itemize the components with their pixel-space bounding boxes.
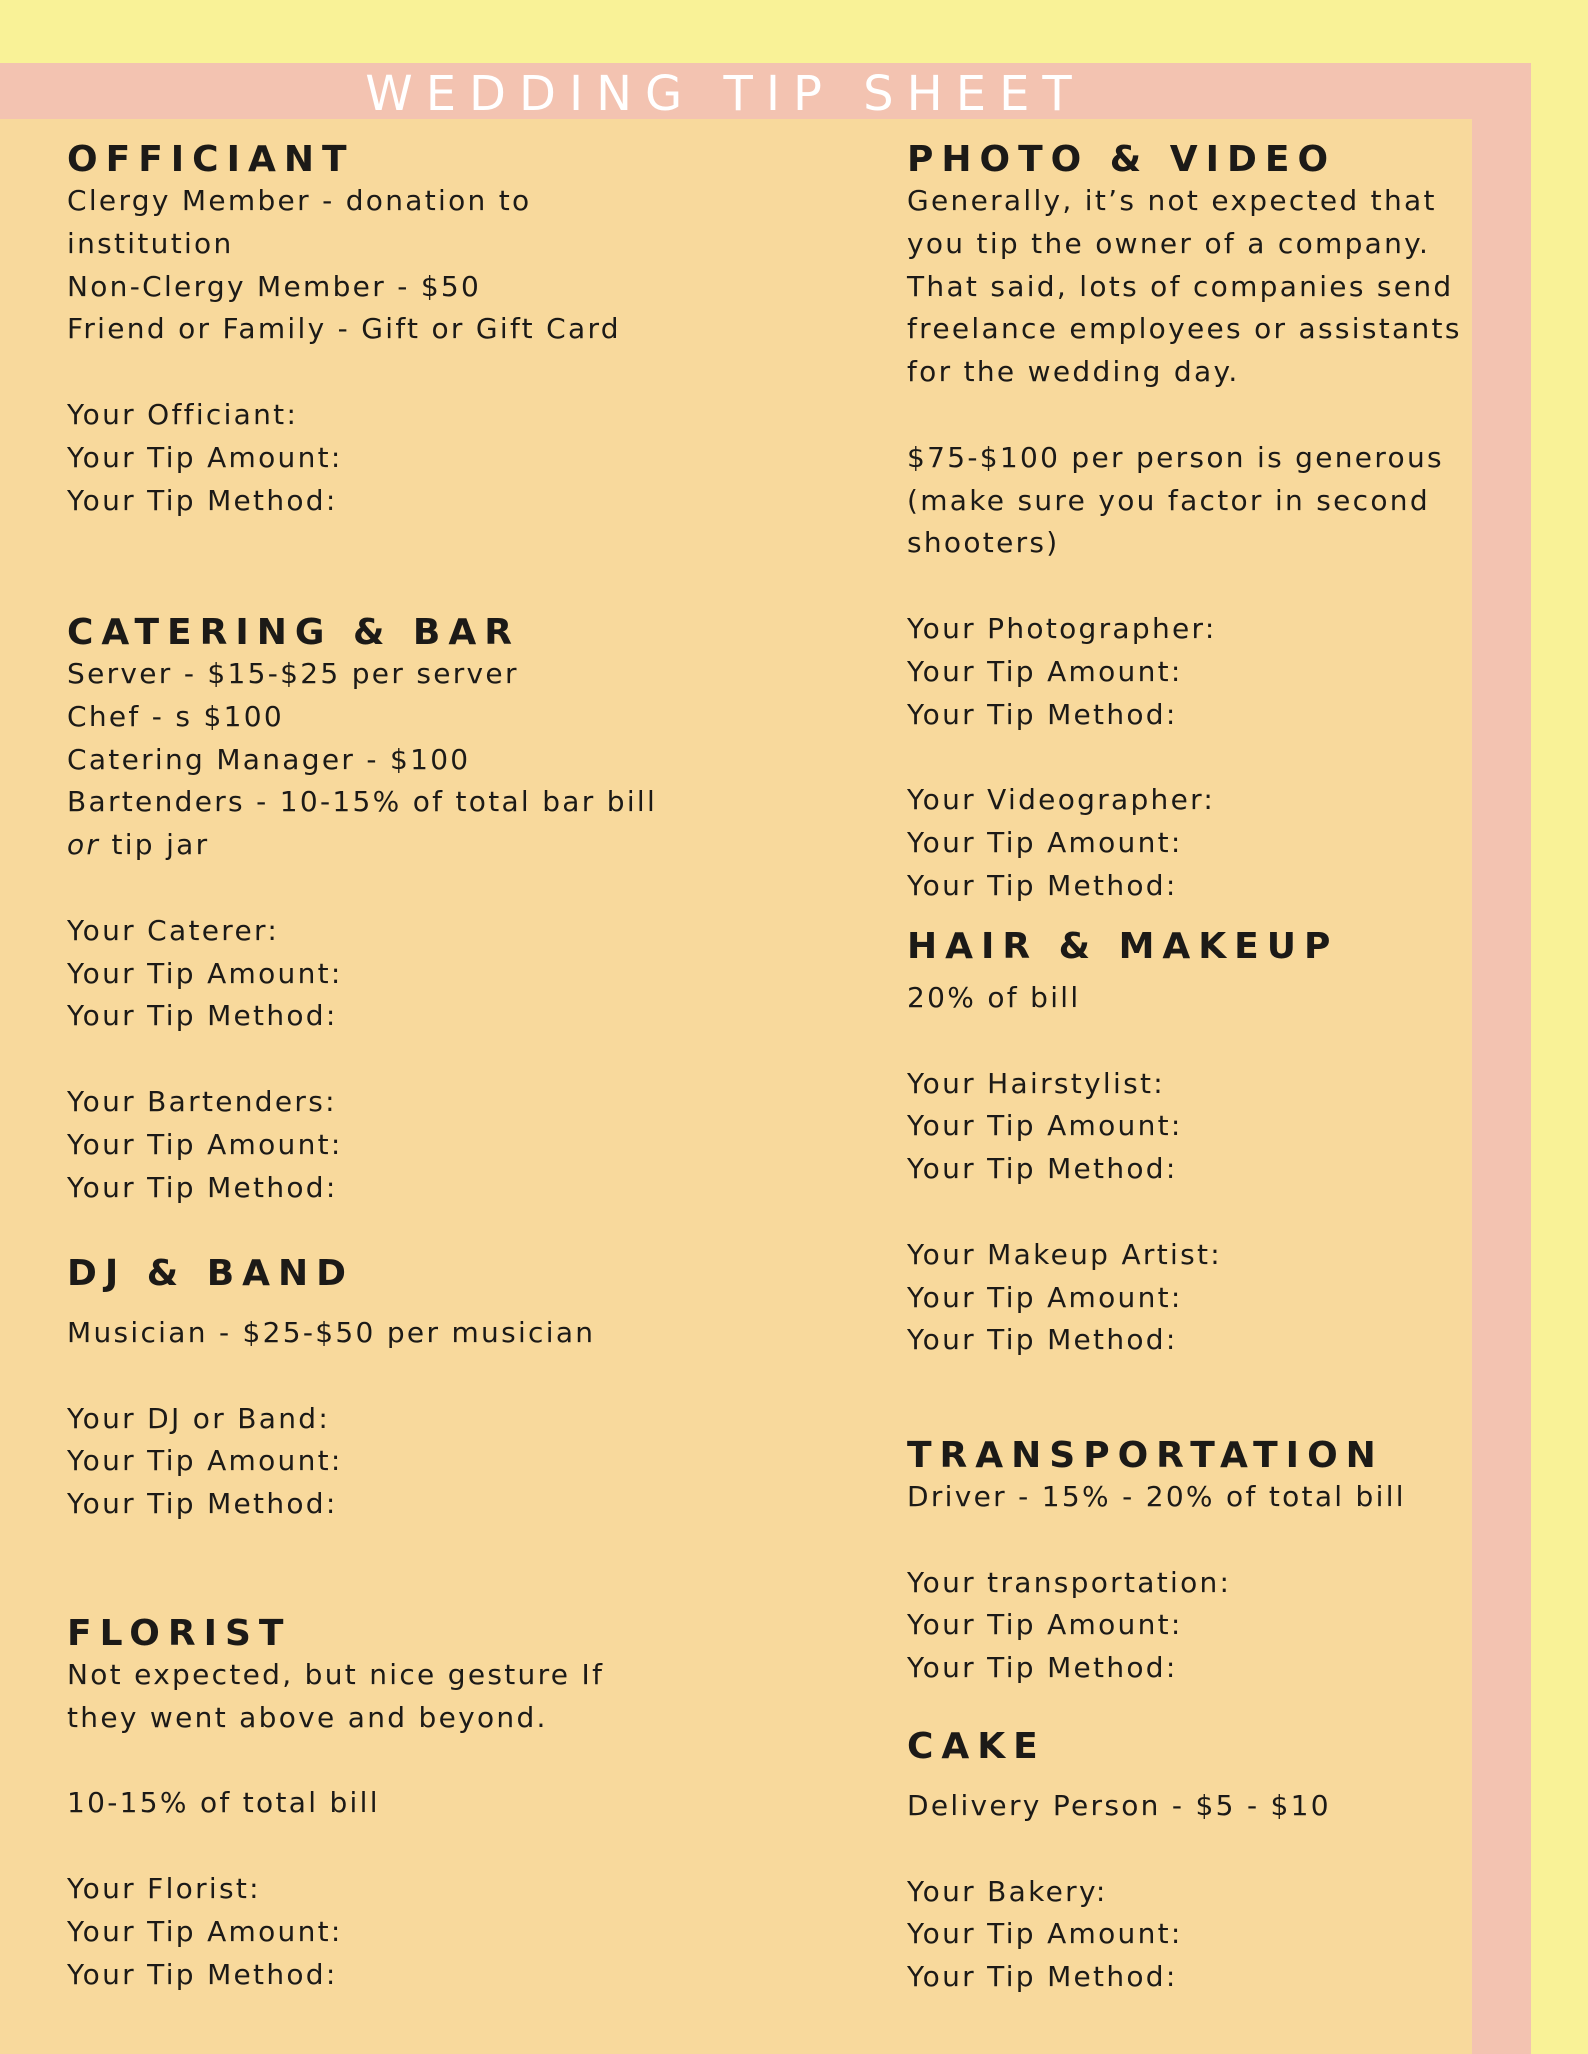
officiant-line: institution	[67, 226, 234, 260]
hairstylist-name-field: Your Hairstylist:	[907, 1066, 1165, 1100]
officiant-line: Non-Clergy Member - $50	[67, 269, 482, 303]
catering-line: Bartenders - 10-15% of total bar bill	[67, 785, 658, 819]
bakery-tip-method-field: Your Tip Method:	[907, 1960, 1178, 1994]
videographer-tip-amount-field: Your Tip Amount:	[907, 825, 1183, 859]
florist-name-field: Your Florist:	[67, 1871, 261, 1905]
officiant-line: Clergy Member - donation to	[67, 184, 532, 217]
cake-heading: CAKE	[907, 1726, 1046, 1767]
or-word: or	[67, 828, 101, 862]
photo-line: That said, lots of companies send	[907, 269, 1454, 303]
photographer-tip-method-field: Your Tip Method:	[907, 697, 1178, 731]
dj-tip-amount-field: Your Tip Amount:	[67, 1444, 343, 1478]
photo-rate-line: $75-$100 per person is generous	[907, 440, 1444, 474]
florist-heading: FLORIST	[67, 1613, 292, 1654]
dj-section	[67, 1254, 595, 1526]
officiant-tip-method-field: Your Tip Method:	[67, 483, 338, 517]
officiant-section	[67, 140, 621, 522]
makeup-tip-amount-field: Your Tip Amount:	[907, 1280, 1183, 1314]
hair-line: 20% of bill	[907, 981, 1081, 1014]
videographer-tip-method-field: Your Tip Method:	[907, 868, 1178, 902]
transportation-line: Driver - 15% - 20% of total bill	[907, 1480, 1406, 1513]
hair-makeup-section	[907, 927, 1338, 1362]
cake-line: Delivery Person - $5 - $10	[907, 1789, 1331, 1822]
florist-tip-method-field: Your Tip Method:	[67, 1957, 338, 1991]
makeup-name-field: Your Makeup Artist:	[907, 1237, 1222, 1271]
videographer-name-field: Your Videographer:	[907, 783, 1216, 817]
photo-line: freelance employees or assistants	[907, 312, 1462, 346]
dj-tip-method-field: Your Tip Method:	[67, 1487, 338, 1521]
officiant-heading: OFFICIANT	[67, 139, 355, 180]
transportation-tip-method-field: Your Tip Method:	[907, 1651, 1178, 1685]
florist-line: Not expected, but nice gesture If	[67, 1658, 605, 1691]
photographer-tip-amount-field: Your Tip Amount:	[907, 654, 1183, 688]
transportation-name-field: Your transportation:	[907, 1565, 1232, 1599]
bakery-name-field: Your Bakery:	[907, 1874, 1108, 1908]
dj-name-field: Your DJ or Band:	[67, 1401, 331, 1435]
caterer-tip-amount-field: Your Tip Amount:	[67, 956, 343, 990]
bartenders-name-field: Your Bartenders:	[67, 1084, 337, 1118]
photo-line: for the wedding day.	[907, 355, 1240, 389]
bartenders-tip-method-field: Your Tip Method:	[67, 1170, 338, 1204]
catering-heading: CATERING & BAR	[67, 612, 520, 653]
dj-heading: DJ & BAND	[67, 1253, 355, 1294]
photo-rate-line: shooters)	[907, 526, 1060, 560]
photo-line: Generally, it’s not expected that	[907, 184, 1437, 217]
photographer-name-field: Your Photographer:	[907, 611, 1217, 645]
makeup-tip-method-field: Your Tip Method:	[907, 1323, 1178, 1357]
florist-tip-amount-field: Your Tip Amount:	[67, 1914, 343, 1948]
hairstylist-tip-method-field: Your Tip Method:	[907, 1152, 1178, 1186]
caterer-tip-method-field: Your Tip Method:	[67, 999, 338, 1033]
bartenders-tip-amount-field: Your Tip Amount:	[67, 1127, 343, 1161]
catering-line: Server - $15-$25 per server	[67, 657, 519, 690]
transportation-heading: TRANSPORTATION	[907, 1435, 1384, 1476]
officiant-name-field: Your Officiant:	[67, 397, 299, 431]
photo-rate-line: (make sure you factor in second	[907, 483, 1430, 517]
caterer-name-field: Your Caterer:	[67, 913, 280, 947]
photo-line: you tip the owner of a company.	[907, 226, 1431, 260]
hairstylist-tip-amount-field: Your Tip Amount:	[907, 1109, 1183, 1143]
photo-video-section	[907, 140, 1462, 908]
photo-video-heading: PHOTO & VIDEO	[907, 139, 1337, 180]
hair-makeup-heading: HAIR & MAKEUP	[907, 926, 1339, 967]
catering-line: Chef - s $100	[67, 699, 284, 733]
tip-jar-text: tip jar	[100, 828, 210, 862]
florist-rate: 10-15% of total bill	[67, 1786, 380, 1820]
catering-section	[67, 613, 657, 1209]
catering-line-tip-jar	[67, 824, 657, 867]
florist-section	[67, 1614, 604, 1996]
bakery-tip-amount-field: Your Tip Amount:	[907, 1917, 1183, 1951]
catering-line: Catering Manager - $100	[67, 742, 471, 776]
cake-section	[907, 1727, 1331, 1999]
transportation-section	[907, 1436, 1406, 1690]
dj-line: Musician - $25-$50 per musician	[67, 1316, 596, 1349]
officiant-tip-amount-field: Your Tip Amount:	[67, 440, 343, 474]
transportation-tip-amount-field: Your Tip Amount:	[907, 1608, 1183, 1642]
page-title: WEDDING TIP SHEET	[365, 66, 1085, 122]
officiant-line: Friend or Family - Gift or Gift Card	[67, 312, 621, 346]
florist-line: they went above and beyond.	[67, 1700, 548, 1734]
